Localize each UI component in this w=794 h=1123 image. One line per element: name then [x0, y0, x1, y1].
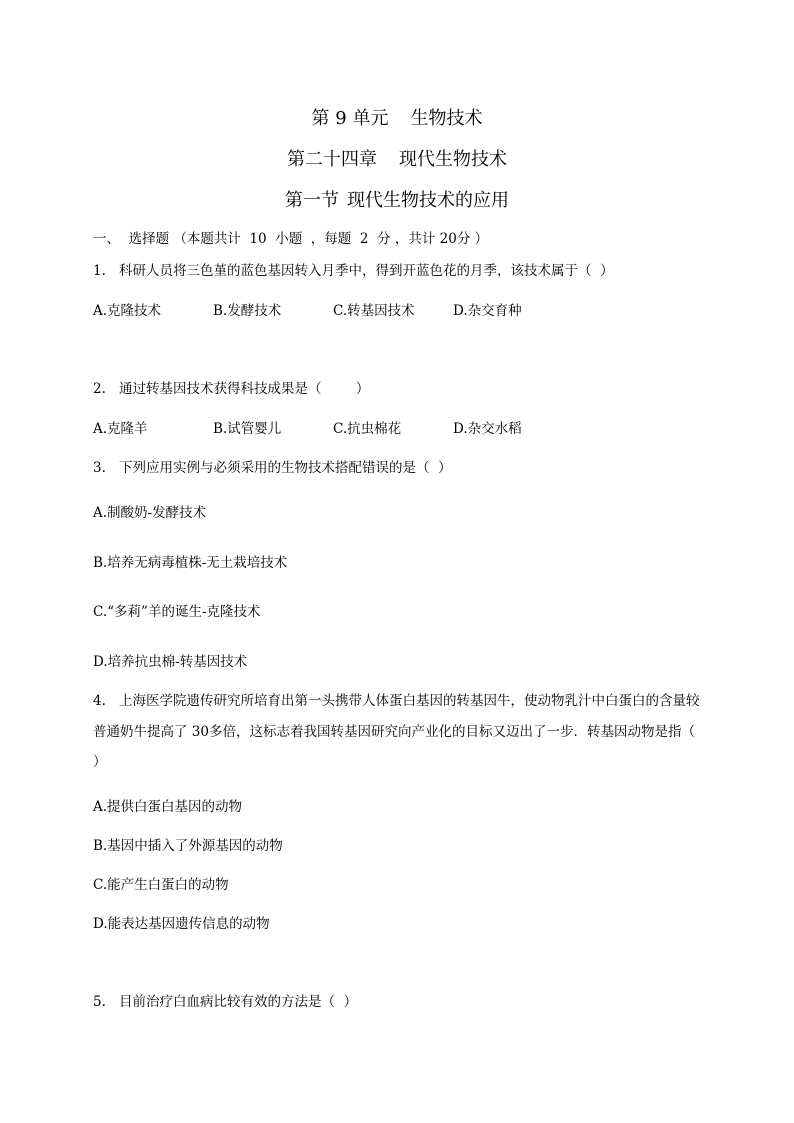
chapter-title-left: 第二十四章 [287, 149, 377, 170]
question-2 [93, 377, 369, 397]
q2-option-a[interactable]: A.克隆羊 [93, 421, 148, 437]
q2-option-d[interactable]: D.杂交水稻 [453, 421, 522, 437]
unit-title [0, 104, 794, 130]
question-stem: 下列应用实例与必须采用的生物技术搭配错误的是（ ） [119, 460, 452, 476]
q4-option-a[interactable]: A.提供白蛋白基因的动物 [93, 799, 243, 815]
unit-title-right: 生物技术 [410, 108, 483, 129]
q4-option-c[interactable]: C.能产生白蛋白的动物 [93, 877, 229, 893]
q4-option-b[interactable]: B.基因中插入了外源基因的动物 [93, 838, 283, 854]
q1-option-a[interactable]: A.克隆技术 [93, 303, 162, 319]
question-3 [93, 456, 452, 476]
q1-option-d[interactable]: D.杂交育种 [453, 303, 522, 319]
q2-option-b[interactable]: B.试管婴儿 [213, 421, 282, 437]
question-number: 2. [93, 381, 106, 397]
q4-option-d[interactable]: D.能表达基因遗传信息的动物 [93, 916, 270, 932]
question-stem: 上海医学院遗传研究所培育出第一头携带人体蛋白基因的转基因牛，使动物乳汁中白蛋白的含量较普通奶牛提高了 30多倍，这标志着我国转基因研究向产业化的目标又迈出了一步．转基因动物是指（ ） [93, 693, 700, 770]
question-number: 4. [93, 693, 106, 709]
question-number: 5. [93, 994, 106, 1010]
q1-option-b[interactable]: B.发酵技术 [213, 303, 282, 319]
q1-option-c[interactable]: C.转基因技术 [333, 303, 415, 319]
question-stem: 科研人员将三色堇的蓝色基因转入月季中，得到开蓝色花的月季，该技术属于（ ） [119, 263, 614, 279]
question-number: 3. [93, 460, 106, 476]
q3-option-a[interactable]: A.制酸奶-发酵技术 [93, 505, 207, 521]
q3-option-b[interactable]: B.培养无病毒植株-无土栽培技术 [93, 555, 288, 571]
part-heading: 一、 选择题 （本题共计 10 小题 ，每题 2 分 ，共计 20分 ） [93, 231, 489, 247]
unit-title-left: 第 9 单元 [311, 108, 389, 129]
section-title [0, 186, 794, 212]
q3-option-c[interactable]: C.“多莉”羊的诞生-克隆技术 [93, 604, 261, 620]
q2-option-c[interactable]: C.抗虫棉花 [333, 421, 402, 437]
chapter-title-right: 现代生物技术 [399, 149, 507, 170]
chapter-title [0, 145, 794, 171]
question-stem: 目前治疗白血病比较有效的方法是（ ） [119, 994, 358, 1010]
question-stem: 通过转基因技术获得科技成果是（ ） [119, 381, 370, 397]
q3-option-d[interactable]: D.培养抗虫棉-转基因技术 [93, 654, 248, 670]
section-title-right: 现代生物技术的应用 [347, 190, 509, 211]
question-4 [93, 686, 705, 778]
question-1 [93, 259, 614, 279]
question-number: 1. [93, 263, 106, 279]
question-5 [93, 990, 357, 1010]
section-title-left: 第一节 [285, 190, 339, 211]
